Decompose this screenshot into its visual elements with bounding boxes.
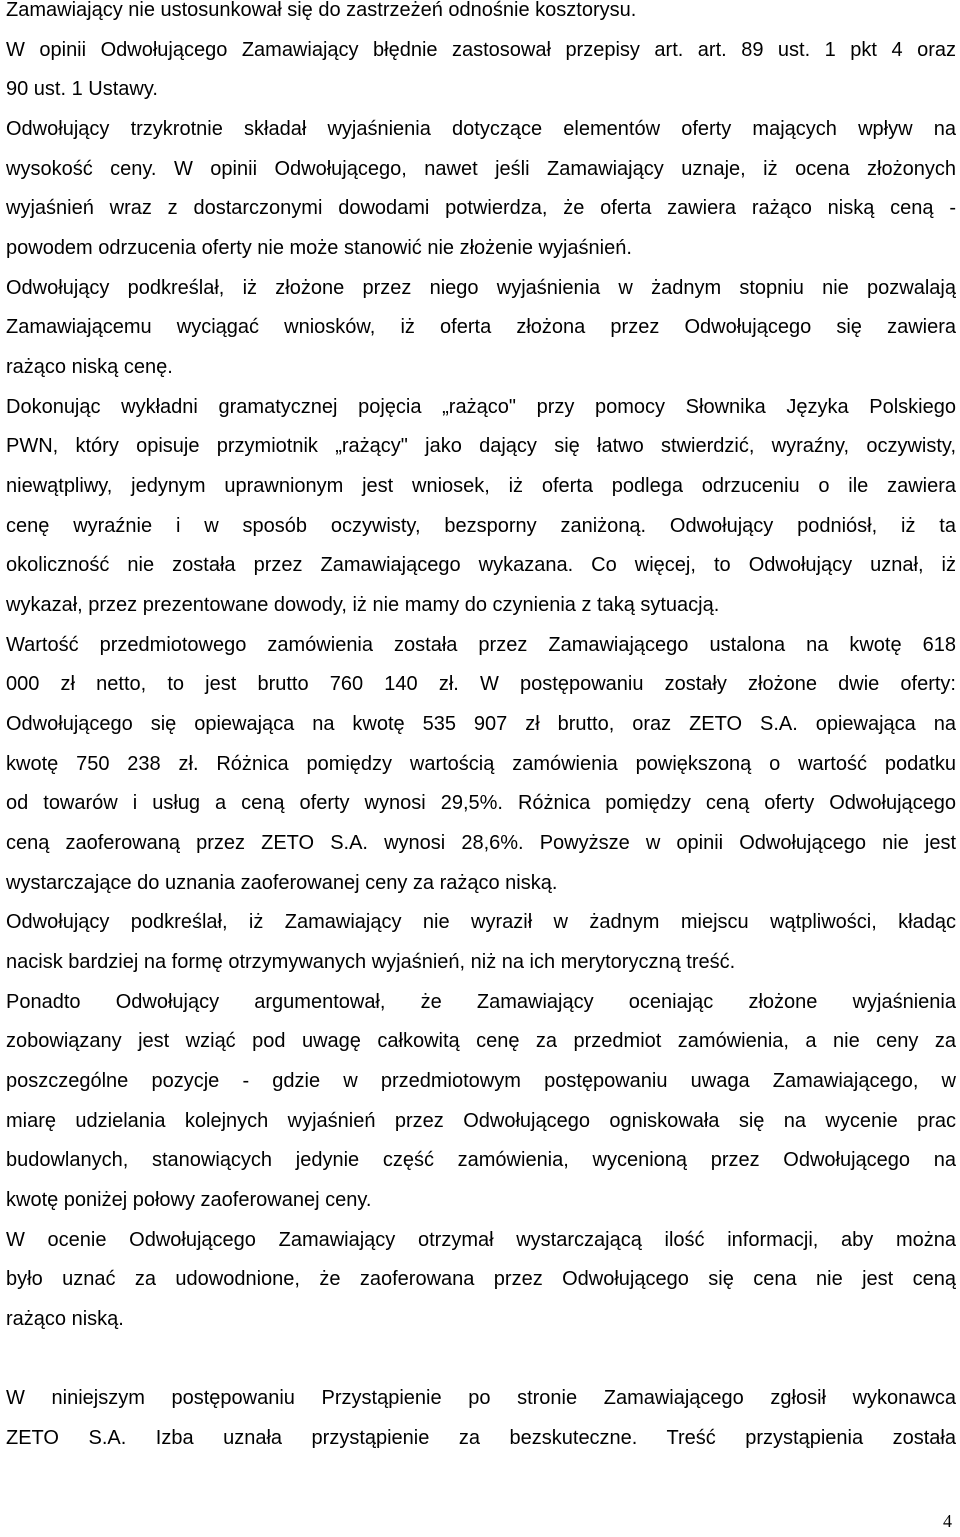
text-line: nacisk bardziej na formę otrzymywanych wyjaśnień, niż na ich merytoryczną treść. <box>6 951 736 973</box>
text-line: od towarów i usług a ceną oferty wynosi 29,5%. Różnica pomiędzy ceną oferty Odwołującego <box>6 792 956 814</box>
text-line: wysokość ceny. W opinii Odwołującego, nawet jeśli Zamawiający uznaje, iż ocena złożonych <box>6 158 956 180</box>
text-line: Zamawiający nie ustosunkował się do zastrzeżeń odnośnie kosztorysu. <box>6 0 637 21</box>
text-line: PWN, który opisuje przymiotnik „rażący" jako dający się łatwo stwierdzić, wyraźny, oczywisty, <box>6 435 956 457</box>
text-line: W opinii Odwołującego Zamawiający błędnie zastosował przepisy art. art. 89 ust. 1 pkt 4 oraz <box>6 39 956 61</box>
text-line: Zamawiającemu wyciągać wniosków, iż oferta złożona przez Odwołującego się zawiera <box>6 316 956 338</box>
text-line: rażąco niską. <box>6 1308 124 1330</box>
text-line: Odwołujący trzykrotnie składał wyjaśnienia dotyczące elementów oferty mających wpływ na <box>6 118 956 140</box>
text-line: rażąco niską cenę. <box>6 356 173 378</box>
page-number: 4 <box>943 1511 952 1531</box>
text-line: Wartość przedmiotowego zamówienia została przez Zamawiającego ustalona na kwotę 618 <box>6 634 956 656</box>
text-line: wykazał, przez prezentowane dowody, iż nie mamy do czynienia z taką sytuacją. <box>6 594 720 616</box>
text-line: kwotę 750 238 zł. Różnica pomiędzy wartością zamówienia powiększoną o wartość podatku <box>6 753 956 775</box>
text-line: było uznać za udowodnione, że zaoferowana przez Odwołującego się cena nie jest ceną <box>6 1268 956 1290</box>
text-line: Dokonując wykładni gramatycznej pojęcia „rażąco" przy pomocy Słownika Języka Polskiego <box>6 396 956 418</box>
text-line: 90 ust. 1 Ustawy. <box>6 78 158 100</box>
text-line: wyjaśnień wraz z dostarczonymi dowodami potwierdza, że oferta zawiera rażąco niską ceną - <box>6 197 956 219</box>
text-line: miarę udzielania kolejnych wyjaśnień przez Odwołującego ogniskowała się na wycenie prac <box>6 1110 956 1132</box>
text-line: poszczególne pozycje - gdzie w przedmiotowym postępowaniu uwaga Zamawiającego, w <box>6 1070 956 1092</box>
text-line: 000 zł netto, to jest brutto 760 140 zł. W postępowaniu zostały złożone dwie oferty: <box>6 673 956 695</box>
text-line: Odwołującego się opiewająca na kwotę 535 907 zł brutto, oraz ZETO S.A. opiewająca na <box>6 713 956 735</box>
text-line: W ocenie Odwołującego Zamawiający otrzymał wystarczającą ilość informacji, aby można <box>6 1229 956 1251</box>
text-line: Odwołujący podkreślał, iż Zamawiający nie wyraził w żadnym miejscu wątpliwości, kładąc <box>6 911 956 933</box>
text-line: kwotę poniżej połowy zaoferowanej ceny. <box>6 1189 372 1211</box>
text-line: wystarczające do uznania zaoferowanej ceny za rażąco niską. <box>6 872 558 894</box>
text-line: ceną zaoferowaną przez ZETO S.A. wynosi 28,6%. Powyższe w opinii Odwołującego nie jest <box>6 832 956 854</box>
text-line: cenę wyraźnie i w sposób oczywisty, bezsporny zaniżoną. Odwołujący podniósł, iż ta <box>6 515 956 537</box>
text-line: ZETO S.A. Izba uznała przystąpienie za bezskuteczne. Treść przystąpienia została <box>6 1427 956 1449</box>
text-line: W niniejszym postępowaniu Przystąpienie po stronie Zamawiającego zgłosił wykonawca <box>6 1387 956 1409</box>
text-line: budowlanych, stanowiących jedynie część zamówienia, wycenioną przez Odwołującego na <box>6 1149 956 1171</box>
text-line: Ponadto Odwołujący argumentował, że Zamawiający oceniając złożone wyjaśnienia <box>6 991 956 1013</box>
text-line: zobowiązany jest wziąć pod uwagę całkowitą cenę za przedmiot zamówienia, a nie ceny za <box>6 1030 956 1052</box>
text-line: powodem odrzucenia oferty nie może stanowić nie złożenie wyjaśnień. <box>6 237 632 259</box>
text-line: Odwołujący podkreślał, iż złożone przez niego wyjaśnienia w żadnym stopniu nie pozwalają <box>6 277 956 299</box>
text-line: niewątpliwy, jedynym uprawnionym jest wniosek, iż oferta podlega odrzuceniu o ile zawiera <box>6 475 956 497</box>
text-line: okoliczność nie została przez Zamawiającego wykazana. Co więcej, to Odwołujący uznał, iż <box>6 554 956 576</box>
